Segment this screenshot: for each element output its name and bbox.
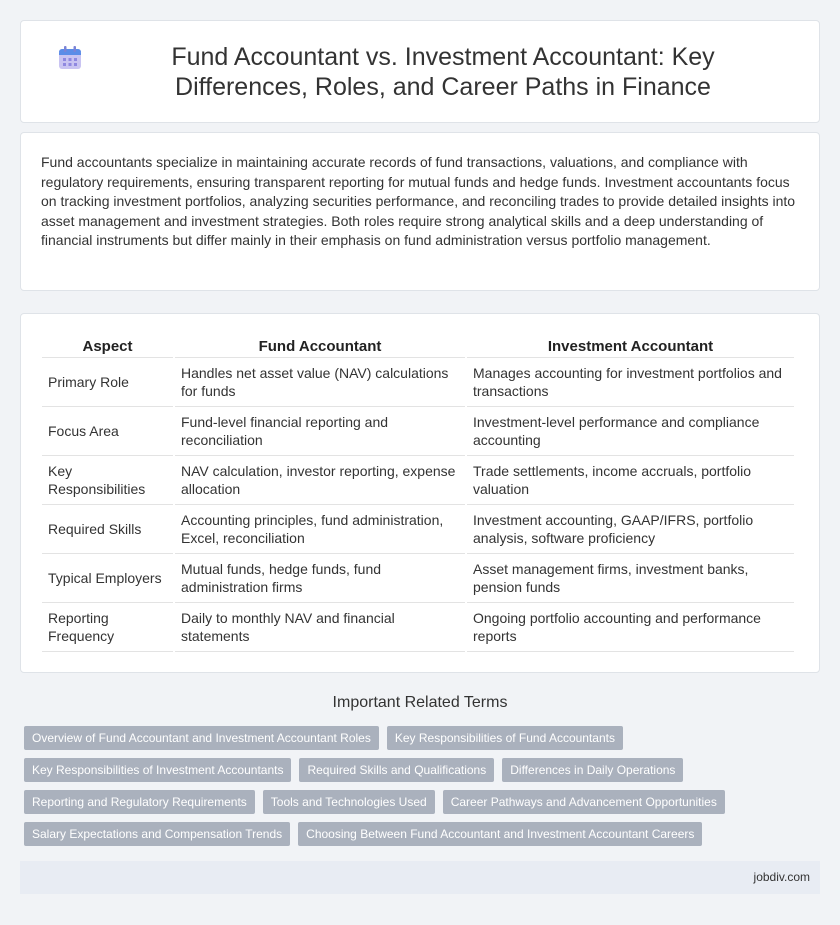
- table-row: [42, 505, 794, 554]
- column-header-aspect: Aspect: [42, 334, 173, 358]
- related-term-tag[interactable]: Overview of Fund Accountant and Investment Accountant Roles: [24, 726, 379, 750]
- page-title: Fund Accountant vs. Investment Accountant: Key Differences, Roles, and Career Paths in Finance: [171, 42, 715, 101]
- comparison-card: [20, 313, 820, 673]
- table-cell: Reporting Frequency: [42, 603, 173, 652]
- related-term-tag[interactable]: Tools and Technologies Used: [263, 790, 435, 814]
- table-row: [42, 456, 794, 505]
- related-term-tag[interactable]: Career Pathways and Advancement Opportunities: [443, 790, 725, 814]
- calendar-icon: [57, 45, 83, 71]
- comparison-table: [40, 334, 796, 652]
- title-wrap: [57, 42, 783, 102]
- footer-site-link[interactable]: jobdiv.com: [753, 870, 810, 884]
- table-cell: Asset management firms, investment banks, pension funds: [467, 554, 794, 603]
- table-cell: Key Responsibilities: [42, 456, 173, 505]
- tag-row: [24, 822, 784, 846]
- table-cell: Required Skills: [42, 505, 173, 554]
- table-cell: Trade settlements, income accruals, portfolio valuation: [467, 456, 794, 505]
- table-cell: Focus Area: [42, 407, 173, 456]
- footer: [20, 861, 820, 894]
- table-row: [42, 603, 794, 652]
- tag-row: [24, 790, 784, 814]
- table-cell: Manages accounting for investment portfolios and transactions: [467, 358, 794, 407]
- table-cell: Ongoing portfolio accounting and performance reports: [467, 603, 794, 652]
- table-cell: Handles net asset value (NAV) calculations for funds: [175, 358, 465, 407]
- table-cell: Typical Employers: [42, 554, 173, 603]
- table-cell: Primary Role: [42, 358, 173, 407]
- related-terms-list: [24, 726, 784, 854]
- related-term-tag[interactable]: Required Skills and Qualifications: [299, 758, 494, 782]
- related-term-tag[interactable]: Key Responsibilities of Fund Accountants: [387, 726, 623, 750]
- table-cell: Investment accounting, GAAP/IFRS, portfolio analysis, software proficiency: [467, 505, 794, 554]
- header-card: [20, 20, 820, 123]
- table-cell: Accounting principles, fund administration, Excel, reconciliation: [175, 505, 465, 554]
- tag-row: [24, 726, 784, 750]
- tag-row: [24, 758, 784, 782]
- table-cell: Daily to monthly NAV and financial statements: [175, 603, 465, 652]
- intro-paragraph: Fund accountants specialize in maintaining accurate records of fund transactions, valuations, and compliance with regulatory requirements, ensuring transparent reporting for mutual funds and hedge funds. Investment accountants focus on tracking investment portfolios, analyzing securities performance, and reconciling trades to provide detailed insights into asset management and investment strategies. Both roles require strong analytical skills and a deep understanding of financial instruments but differ mainly in their emphasis on fund administration versus portfolio management.: [41, 154, 796, 248]
- table-row: [42, 358, 794, 407]
- related-term-tag[interactable]: Choosing Between Fund Accountant and Investment Accountant Careers: [298, 822, 702, 846]
- related-term-tag[interactable]: Differences in Daily Operations: [502, 758, 683, 782]
- intro-card: [20, 132, 820, 291]
- related-term-tag[interactable]: Reporting and Regulatory Requirements: [24, 790, 255, 814]
- related-term-tag[interactable]: Salary Expectations and Compensation Trends: [24, 822, 290, 846]
- table-row: [42, 407, 794, 456]
- table-row: [42, 554, 794, 603]
- column-header-fund-accountant: Fund Accountant: [175, 334, 465, 358]
- related-terms-title: Important Related Terms: [332, 694, 508, 711]
- column-header-investment-accountant: Investment Accountant: [467, 334, 794, 358]
- table-cell: Mutual funds, hedge funds, fund administration firms: [175, 554, 465, 603]
- table-header-row: [42, 334, 794, 358]
- related-term-tag[interactable]: Key Responsibilities of Investment Accountants: [24, 758, 291, 782]
- table-cell: Investment-level performance and compliance accounting: [467, 407, 794, 456]
- table-cell: Fund-level financial reporting and reconciliation: [175, 407, 465, 456]
- table-cell: NAV calculation, investor reporting, expense allocation: [175, 456, 465, 505]
